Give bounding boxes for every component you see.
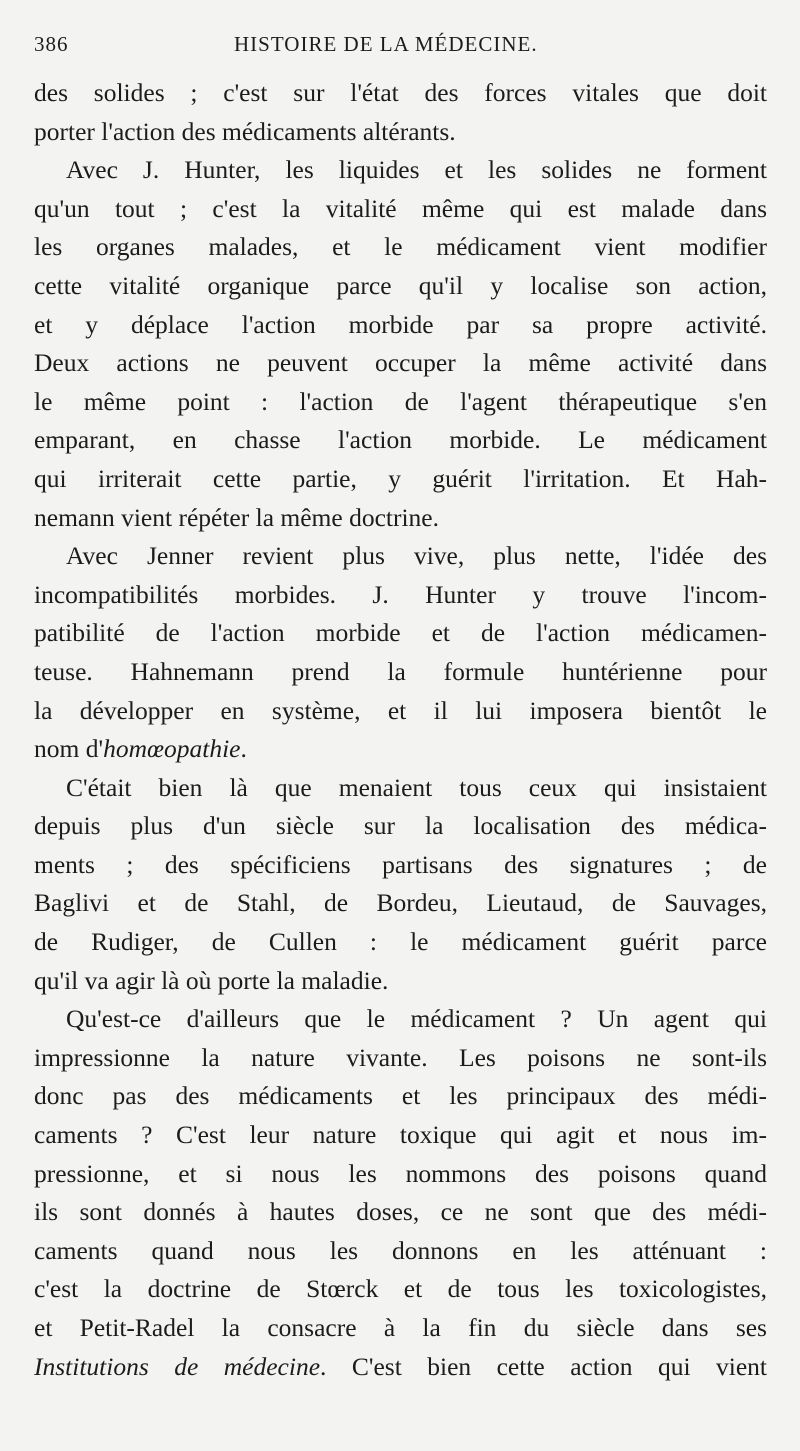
running-head [34, 32, 764, 62]
text-line: qui irriterait cette partie, y guérit l'irritation. Et Hah- [34, 463, 767, 493]
text-line: porter l'action des médicaments altérants. [34, 116, 456, 146]
text-line: Avec Jenner revient plus vive, plus nette, l'idée des [66, 541, 767, 571]
italic-book-title: Institutions de médecine [34, 1351, 321, 1381]
text-line: des solides ; c'est sur l'état des forces vitales que doit [34, 78, 767, 107]
text-line: donc pas des médicaments et les principaux des médi- [34, 1081, 767, 1111]
text-line: le même point : l'action de l'agent thérapeutique s'en [34, 386, 767, 416]
text-line: Baglivi et de Stahl, de Bordeu, Lieutaud, de Sauvages, [34, 888, 767, 918]
text-line: ils sont donnés à hautes doses, ce ne sont que des médi- [34, 1197, 767, 1227]
text-fragment: nom d' [34, 734, 104, 764]
text-line: ments ; des spécificiens partisans des signatures ; de [34, 849, 767, 879]
text-line: patibilité de l'action morbide et de l'action médicamen- [34, 618, 767, 648]
text-line: incompatibilités morbides. J. Hunter y trouve l'incom- [34, 579, 767, 609]
text-line: Qu'est-ce d'ailleurs que le médicament ? Un agent qui [66, 1004, 767, 1034]
text-line: la développer en système, et il lui imposera bientôt le [34, 695, 767, 725]
text-line: et y déplace l'action morbide par sa propre activité. [34, 309, 767, 339]
text-line: c'est la doctrine de Stœrck et de tous les toxicologistes, [34, 1274, 767, 1304]
text-line: de Rudiger, de Cullen : le médicament guérit parce [34, 927, 767, 957]
italic-term-homoeopathie: homœopathie [103, 734, 241, 764]
text-line: pressionne, et si nous les nommons des poisons quand [34, 1158, 767, 1188]
text-line [34, 1348, 767, 1387]
text-fragment: . [240, 734, 247, 764]
text-line: teuse. Hahnemann prend la formule huntérienne pour [34, 656, 767, 686]
body-text [34, 74, 767, 1386]
text-line [34, 730, 767, 769]
page-number: 386 [34, 32, 69, 56]
text-line: qu'un tout ; c'est la vitalité même qui est malade dans [34, 193, 767, 223]
running-title: HISTOIRE DE LA MÉDECINE. [234, 32, 538, 56]
text-line: C'était bien là que menaient tous ceux qui insistaient [66, 772, 767, 802]
text-line: depuis plus d'un siècle sur la localisation des médica- [34, 811, 767, 841]
text-line: cette vitalité organique parce qu'il y localise son action, [34, 270, 767, 300]
text-line: qu'il va agir là où porte la maladie. [34, 965, 389, 995]
text-line: les organes malades, et le médicament vient modifier [34, 232, 767, 262]
text-line: Avec J. Hunter, les liquides et les solides ne forment [66, 155, 767, 185]
text-line: nemann vient répéter la même doctrine. [34, 502, 439, 532]
text-line: emparant, en chasse l'action morbide. Le médicament [34, 425, 767, 455]
text-line: impressionne la nature vivante. Les poisons ne sont-ils [34, 1042, 767, 1072]
text-line: et Petit-Radel la consacre à la fin du siècle dans ses [34, 1313, 767, 1342]
text-fragment: . C'est bien cette action qui vient [320, 1351, 767, 1381]
text-line: Deux actions ne peuvent occuper la même activité dans [34, 348, 767, 378]
text-line: caments ? C'est leur nature toxique qui agit et nous im- [34, 1120, 767, 1150]
text-line: caments quand nous les donnons en les atténuant : [34, 1235, 767, 1265]
